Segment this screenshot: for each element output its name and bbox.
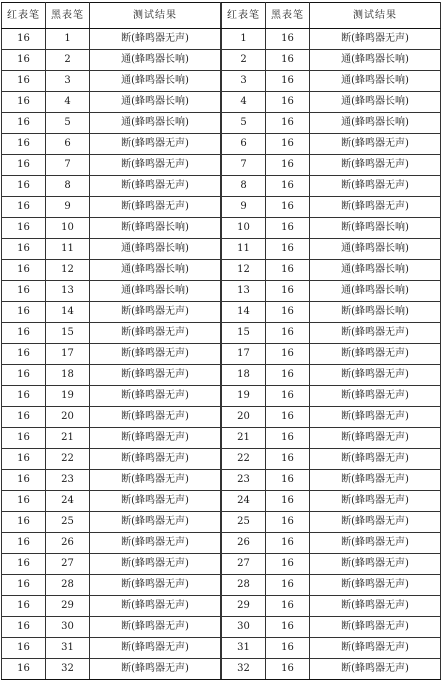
cell-black-probe: 16 [266,575,310,596]
table-row [2,176,221,197]
cell-test-result: 断(蜂鸣器无声) [90,197,221,218]
cell-black-probe: 13 [46,281,90,302]
table-row [2,218,221,239]
cell-red-probe: 16 [2,344,46,365]
table-row [2,533,221,554]
cell-red-probe: 29 [222,596,266,617]
cell-test-result: 断(蜂鸣器无声) [90,155,221,176]
cell-black-probe: 19 [46,386,90,407]
table-row [222,176,441,197]
table-row [222,575,441,596]
cell-test-result: 断(蜂鸣器无声) [310,386,441,407]
cell-red-probe: 16 [2,71,46,92]
cell-test-result: 断(蜂鸣器无声) [90,29,221,50]
table-row [2,71,221,92]
header-black-probe: 黑表笔 [266,3,310,29]
table-row [2,575,221,596]
cell-test-result: 通(蜂鸣器长响) [310,113,441,134]
table-row [222,407,441,428]
cell-test-result: 断(蜂鸣器无声) [310,512,441,533]
cell-test-result: 断(蜂鸣器无声) [310,449,441,470]
cell-red-probe: 25 [222,512,266,533]
table-row [2,281,221,302]
cell-red-probe: 4 [222,92,266,113]
cell-test-result: 通(蜂鸣器长响) [90,71,221,92]
table-row [222,638,441,659]
left-test-table [1,2,221,680]
cell-black-probe: 18 [46,365,90,386]
right-test-table [221,2,441,680]
table-row [2,260,221,281]
table-row [222,470,441,491]
cell-red-probe: 16 [2,659,46,680]
cell-red-probe: 18 [222,365,266,386]
cell-red-probe: 16 [2,386,46,407]
cell-black-probe: 8 [46,176,90,197]
header-black-probe: 黑表笔 [46,3,90,29]
table-row [2,302,221,323]
cell-red-probe: 32 [222,659,266,680]
cell-test-result: 断(蜂鸣器无声) [90,386,221,407]
table-row [222,428,441,449]
table-row [2,155,221,176]
cell-red-probe: 23 [222,470,266,491]
cell-black-probe: 24 [46,491,90,512]
cell-test-result: 断(蜂鸣器无声) [90,596,221,617]
cell-red-probe: 2 [222,50,266,71]
cell-black-probe: 16 [266,449,310,470]
cell-black-probe: 16 [266,638,310,659]
cell-black-probe: 16 [266,617,310,638]
cell-black-probe: 16 [266,281,310,302]
table-row [222,617,441,638]
table-row [2,554,221,575]
cell-red-probe: 9 [222,197,266,218]
cell-red-probe: 10 [222,218,266,239]
tables-container [1,2,441,680]
cell-red-probe: 16 [2,155,46,176]
cell-test-result: 断(蜂鸣器无声) [310,638,441,659]
cell-red-probe: 16 [2,302,46,323]
cell-red-probe: 16 [2,428,46,449]
cell-test-result: 断(蜂鸣器无声) [90,512,221,533]
cell-test-result: 通(蜂鸣器长响) [310,92,441,113]
cell-black-probe: 16 [266,491,310,512]
cell-red-probe: 16 [2,113,46,134]
right-table-body [222,29,441,680]
cell-test-result: 通(蜂鸣器长响) [90,281,221,302]
cell-test-result: 通(蜂鸣器长响) [310,281,441,302]
cell-test-result: 断(蜂鸣器无声) [310,323,441,344]
table-row [222,491,441,512]
cell-red-probe: 16 [2,491,46,512]
cell-black-probe: 32 [46,659,90,680]
cell-black-probe: 16 [266,71,310,92]
cell-test-result: 断(蜂鸣器无声) [90,365,221,386]
table-row [222,386,441,407]
cell-test-result: 断(蜂鸣器无声) [310,575,441,596]
cell-test-result: 通(蜂鸣器长响) [90,113,221,134]
cell-red-probe: 16 [2,239,46,260]
cell-test-result: 断(蜂鸣器无声) [310,554,441,575]
table-row [2,407,221,428]
table-row [222,218,441,239]
cell-black-probe: 23 [46,470,90,491]
cell-test-result: 断(蜂鸣器无声) [310,659,441,680]
cell-red-probe: 16 [2,218,46,239]
cell-red-probe: 24 [222,491,266,512]
cell-red-probe: 14 [222,302,266,323]
table-row [222,113,441,134]
cell-red-probe: 1 [222,29,266,50]
cell-test-result: 通(蜂鸣器长响) [90,50,221,71]
cell-black-probe: 16 [266,302,310,323]
cell-black-probe: 16 [266,596,310,617]
table-row [222,155,441,176]
table-row [222,323,441,344]
cell-black-probe: 6 [46,134,90,155]
cell-test-result: 断(蜂鸣器无声) [310,344,441,365]
cell-red-probe: 16 [2,470,46,491]
cell-test-result: 通(蜂鸣器长响) [90,260,221,281]
cell-black-probe: 30 [46,617,90,638]
table-row [2,638,221,659]
cell-black-probe: 9 [46,197,90,218]
cell-red-probe: 16 [2,260,46,281]
cell-black-probe: 10 [46,218,90,239]
table-row [2,197,221,218]
cell-red-probe: 6 [222,134,266,155]
cell-test-result: 断(蜂鸣器无声) [310,176,441,197]
cell-test-result: 断(蜂鸣器无声) [90,344,221,365]
table-row [2,29,221,50]
cell-test-result: 断(蜂鸣器无声) [90,134,221,155]
cell-black-probe: 21 [46,428,90,449]
cell-red-probe: 7 [222,155,266,176]
cell-black-probe: 29 [46,596,90,617]
table-row [222,365,441,386]
table-row [2,344,221,365]
cell-black-probe: 16 [266,260,310,281]
cell-test-result: 断(蜂鸣器无声) [310,197,441,218]
cell-test-result: 断(蜂鸣器无声) [310,428,441,449]
table-row [222,197,441,218]
header-red-probe: 红表笔 [222,3,266,29]
cell-test-result: 断(蜂鸣器无声) [90,470,221,491]
table-row [2,617,221,638]
table-row [222,344,441,365]
cell-black-probe: 4 [46,92,90,113]
table-row [222,449,441,470]
cell-red-probe: 16 [2,533,46,554]
cell-black-probe: 16 [266,344,310,365]
cell-red-probe: 3 [222,71,266,92]
cell-black-probe: 16 [266,554,310,575]
table-row [2,659,221,680]
cell-red-probe: 22 [222,449,266,470]
table-row [222,281,441,302]
cell-test-result: 断(蜂鸣器无声) [90,323,221,344]
cell-black-probe: 16 [266,365,310,386]
table-row [2,491,221,512]
table-row [2,323,221,344]
cell-red-probe: 16 [2,92,46,113]
cell-black-probe: 16 [266,50,310,71]
cell-black-probe: 27 [46,554,90,575]
cell-test-result: 通(蜂鸣器长响) [310,71,441,92]
cell-red-probe: 31 [222,638,266,659]
cell-test-result: 断(蜂鸣器无声) [310,407,441,428]
table-row [222,512,441,533]
cell-red-probe: 15 [222,323,266,344]
table-row [222,134,441,155]
cell-black-probe: 22 [46,449,90,470]
cell-test-result: 断(蜂鸣器长响) [90,218,221,239]
cell-black-probe: 16 [266,113,310,134]
cell-test-result: 通(蜂鸣器长响) [310,239,441,260]
cell-black-probe: 20 [46,407,90,428]
cell-black-probe: 3 [46,71,90,92]
cell-test-result: 断(蜂鸣器无声) [90,428,221,449]
cell-black-probe: 26 [46,533,90,554]
left-table-body [2,29,221,680]
cell-test-result: 断(蜂鸣器无声) [310,365,441,386]
table-row [222,659,441,680]
cell-test-result: 断(蜂鸣器无声) [90,302,221,323]
cell-test-result: 断(蜂鸣器无声) [90,617,221,638]
cell-black-probe: 16 [266,29,310,50]
cell-test-result: 断(蜂鸣器无声) [90,575,221,596]
cell-test-result: 断(蜂鸣器无声) [310,617,441,638]
cell-red-probe: 16 [2,638,46,659]
table-row [2,50,221,71]
table-row [222,239,441,260]
cell-black-probe: 16 [266,512,310,533]
table-row [222,554,441,575]
cell-red-probe: 16 [2,407,46,428]
cell-black-probe: 7 [46,155,90,176]
cell-black-probe: 5 [46,113,90,134]
cell-red-probe: 28 [222,575,266,596]
cell-black-probe: 16 [266,176,310,197]
cell-red-probe: 16 [2,617,46,638]
table-row [2,134,221,155]
cell-test-result: 通(蜂鸣器长响) [90,92,221,113]
table-row [222,29,441,50]
cell-red-probe: 17 [222,344,266,365]
cell-red-probe: 16 [2,449,46,470]
cell-black-probe: 16 [266,197,310,218]
cell-black-probe: 12 [46,260,90,281]
cell-black-probe: 16 [266,533,310,554]
cell-red-probe: 16 [2,554,46,575]
table-row [222,533,441,554]
table-row [222,92,441,113]
cell-test-result: 断(蜂鸣器长响) [310,218,441,239]
cell-red-probe: 19 [222,386,266,407]
table-row [222,596,441,617]
cell-test-result: 断(蜂鸣器无声) [90,407,221,428]
cell-red-probe: 21 [222,428,266,449]
table-row [2,239,221,260]
header-red-probe: 红表笔 [2,3,46,29]
cell-black-probe: 17 [46,344,90,365]
cell-red-probe: 16 [2,512,46,533]
cell-test-result: 断(蜂鸣器无声) [310,533,441,554]
cell-red-probe: 5 [222,113,266,134]
cell-test-result: 断(蜂鸣器无声) [90,491,221,512]
cell-black-probe: 16 [266,407,310,428]
cell-test-result: 通(蜂鸣器长响) [310,260,441,281]
cell-red-probe: 16 [2,596,46,617]
cell-test-result: 断(蜂鸣器无声) [90,533,221,554]
cell-red-probe: 12 [222,260,266,281]
table-row [2,92,221,113]
header-test-result: 测试结果 [90,3,221,29]
cell-red-probe: 16 [2,281,46,302]
cell-red-probe: 27 [222,554,266,575]
cell-test-result: 通(蜂鸣器长响) [310,50,441,71]
cell-black-probe: 16 [266,155,310,176]
cell-red-probe: 16 [2,197,46,218]
cell-red-probe: 30 [222,617,266,638]
cell-test-result: 断(蜂鸣器无声) [310,134,441,155]
table-row [2,449,221,470]
cell-black-probe: 28 [46,575,90,596]
cell-red-probe: 20 [222,407,266,428]
cell-test-result: 断(蜂鸣器无声) [90,176,221,197]
cell-black-probe: 2 [46,50,90,71]
cell-black-probe: 11 [46,239,90,260]
cell-black-probe: 14 [46,302,90,323]
table-row [2,113,221,134]
table-row [2,596,221,617]
cell-red-probe: 11 [222,239,266,260]
cell-black-probe: 16 [266,659,310,680]
cell-black-probe: 31 [46,638,90,659]
cell-black-probe: 16 [266,323,310,344]
table-header-row [222,3,441,29]
cell-black-probe: 16 [266,134,310,155]
cell-red-probe: 16 [2,29,46,50]
table-header-row [2,3,221,29]
cell-test-result: 断(蜂鸣器无声) [90,659,221,680]
table-row [222,50,441,71]
cell-test-result: 断(蜂鸣器无声) [310,29,441,50]
header-test-result: 测试结果 [310,3,441,29]
cell-test-result: 断(蜂鸣器无声) [90,554,221,575]
cell-black-probe: 16 [266,386,310,407]
cell-black-probe: 16 [266,428,310,449]
cell-red-probe: 26 [222,533,266,554]
cell-test-result: 断(蜂鸣器无声) [90,449,221,470]
cell-black-probe: 16 [266,218,310,239]
table-row [2,428,221,449]
table-row [2,365,221,386]
cell-test-result: 断(蜂鸣器无声) [90,638,221,659]
cell-red-probe: 16 [2,575,46,596]
cell-test-result: 断(蜂鸣器长响) [310,302,441,323]
cell-black-probe: 16 [266,92,310,113]
cell-red-probe: 16 [2,134,46,155]
cell-red-probe: 13 [222,281,266,302]
table-row [222,260,441,281]
table-row [2,470,221,491]
table-row [222,71,441,92]
cell-black-probe: 15 [46,323,90,344]
cell-red-probe: 16 [2,323,46,344]
cell-red-probe: 16 [2,365,46,386]
cell-black-probe: 16 [266,239,310,260]
cell-test-result: 断(蜂鸣器无声) [310,470,441,491]
table-row [222,302,441,323]
cell-test-result: 断(蜂鸣器无声) [310,596,441,617]
table-row [2,386,221,407]
cell-red-probe: 8 [222,176,266,197]
cell-test-result: 断(蜂鸣器无声) [310,155,441,176]
cell-red-probe: 16 [2,50,46,71]
cell-test-result: 通(蜂鸣器长响) [90,239,221,260]
table-row [2,512,221,533]
cell-black-probe: 16 [266,470,310,491]
cell-black-probe: 1 [46,29,90,50]
cell-red-probe: 16 [2,176,46,197]
cell-test-result: 断(蜂鸣器无声) [310,491,441,512]
cell-black-probe: 25 [46,512,90,533]
